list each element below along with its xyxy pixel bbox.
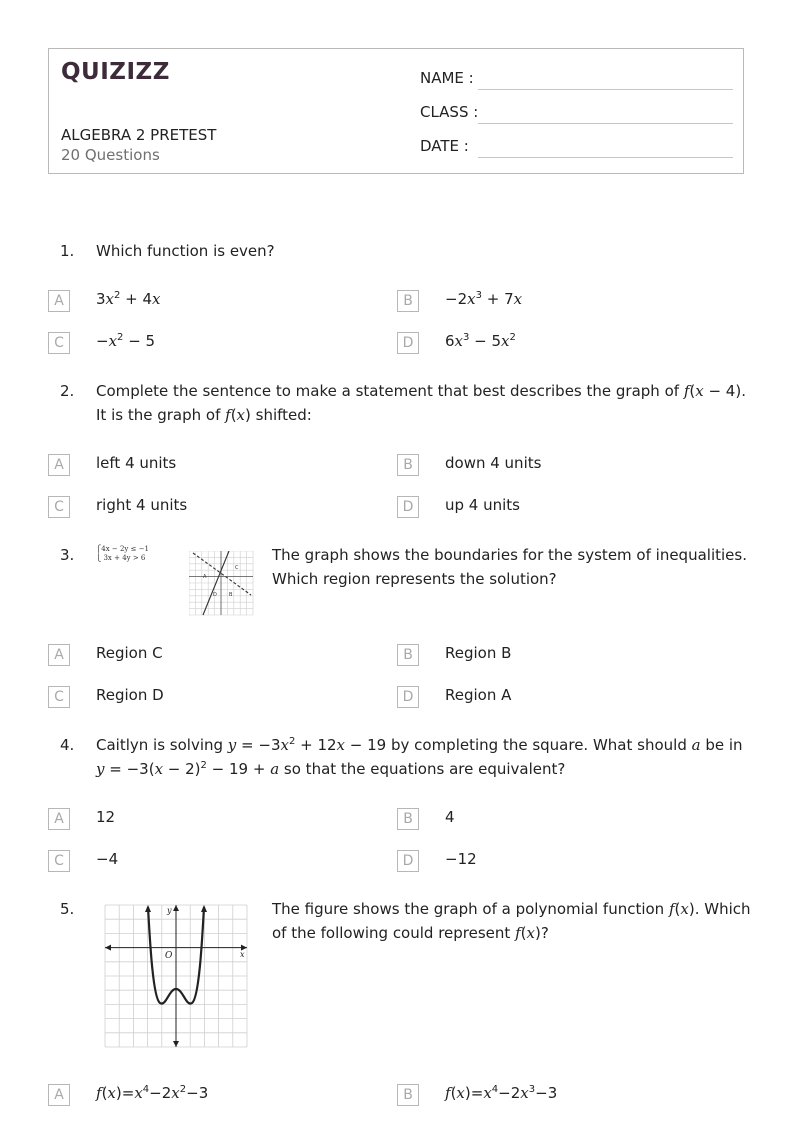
date-field[interactable] (478, 157, 733, 158)
region-label: C (235, 565, 239, 571)
option-c-box[interactable]: C (48, 686, 70, 708)
option-d[interactable]: $6x^3 - 5x^2$ (445, 332, 516, 350)
region-label: D (213, 592, 217, 598)
option-b[interactable]: Region B (445, 644, 512, 662)
option-d-box[interactable]: D (397, 332, 419, 354)
question-number: 1. (60, 242, 75, 260)
option-b-box[interactable]: B (397, 290, 419, 312)
option-a-box[interactable]: A (48, 808, 70, 830)
option-a-box[interactable]: A (48, 644, 70, 666)
question-number: 2. (60, 382, 75, 400)
worksheet-title: ALGEBRA 2 PRETEST (61, 126, 217, 144)
option-a[interactable]: $3x^2 + 4x$ (96, 290, 161, 308)
option-d[interactable]: −12 (445, 850, 477, 868)
option-c[interactable]: right 4 units (96, 496, 188, 514)
option-d[interactable]: up 4 units (445, 496, 520, 514)
question-number: 5. (60, 900, 75, 918)
option-b[interactable]: down 4 units (445, 454, 542, 472)
option-c-box[interactable]: C (48, 850, 70, 872)
option-b[interactable]: 4 (445, 808, 455, 826)
question-text: Complete the sentence to make a statement that best describes the graph of f(x − 4). It is the graph of f(x) shifted: (96, 382, 746, 424)
option-a[interactable]: 12 (96, 808, 116, 826)
class-label: CLASS : (420, 103, 479, 121)
option-d[interactable]: Region A (445, 686, 512, 704)
option-b[interactable]: $-2x^3 + 7x$ (445, 290, 523, 308)
question-text: The graph shows the boundaries for the system of inequalities. Which region represents the solution? (272, 546, 747, 588)
quizizz-logo: QUIZIZZ (61, 59, 170, 85)
worksheet-header (48, 48, 744, 174)
option-c-box[interactable]: C (48, 496, 70, 518)
option-d-box[interactable]: D (397, 496, 419, 518)
option-b-box[interactable]: B (397, 644, 419, 666)
option-b-box[interactable]: B (397, 1084, 419, 1106)
name-label: NAME : (420, 69, 474, 87)
option-a-box[interactable]: A (48, 1084, 70, 1106)
option-c[interactable]: −4 (96, 850, 119, 868)
inequality-system: ⎧4x − 2y ≤ −1 ⎩ 3x + 4y > 6 (96, 545, 150, 562)
option-b[interactable]: $f(x)=x^4-2x^3-3$ (445, 1084, 558, 1102)
y-axis-label: y (167, 906, 172, 915)
name-field[interactable] (478, 89, 733, 90)
option-a[interactable]: left 4 units (96, 454, 177, 472)
origin-label: O (165, 951, 173, 961)
region-label: B (229, 592, 233, 598)
question-text: Which function is even? (96, 242, 275, 260)
option-c-box[interactable]: C (48, 332, 70, 354)
x-axis-label: x (240, 950, 245, 959)
class-field[interactable] (478, 123, 733, 124)
question-count: 20 Questions (61, 146, 160, 164)
polynomial-graph (103, 903, 249, 1049)
option-b-box[interactable]: B (397, 454, 419, 476)
question-number: 3. (60, 546, 75, 564)
option-a-box[interactable]: A (48, 454, 70, 476)
region-label: A (203, 574, 207, 580)
option-a[interactable]: Region C (96, 644, 163, 662)
option-c[interactable]: Region D (96, 686, 164, 704)
question-text: The figure shows the graph of a polynomial function f(x). Which of the following could represent f(x)? (272, 900, 751, 942)
option-a-box[interactable]: A (48, 290, 70, 312)
question-text: Caitlyn is solving $y = -3x^2 + 12x - 19$ by completing the square. What should a be in $y = -3(x - 2)^2 - 19 + a$ so that the equations are equivalent? (96, 736, 743, 778)
option-a[interactable]: $f(x)=x^4-2x^2-3$ (96, 1084, 209, 1102)
option-d-box[interactable]: D (397, 686, 419, 708)
option-c[interactable]: $-x^2 - 5$ (96, 332, 156, 350)
date-label: DATE : (420, 137, 469, 155)
option-d-box[interactable]: D (397, 850, 419, 872)
question-number: 4. (60, 736, 75, 754)
inequality-graph (189, 551, 254, 616)
option-b-box[interactable]: B (397, 808, 419, 830)
